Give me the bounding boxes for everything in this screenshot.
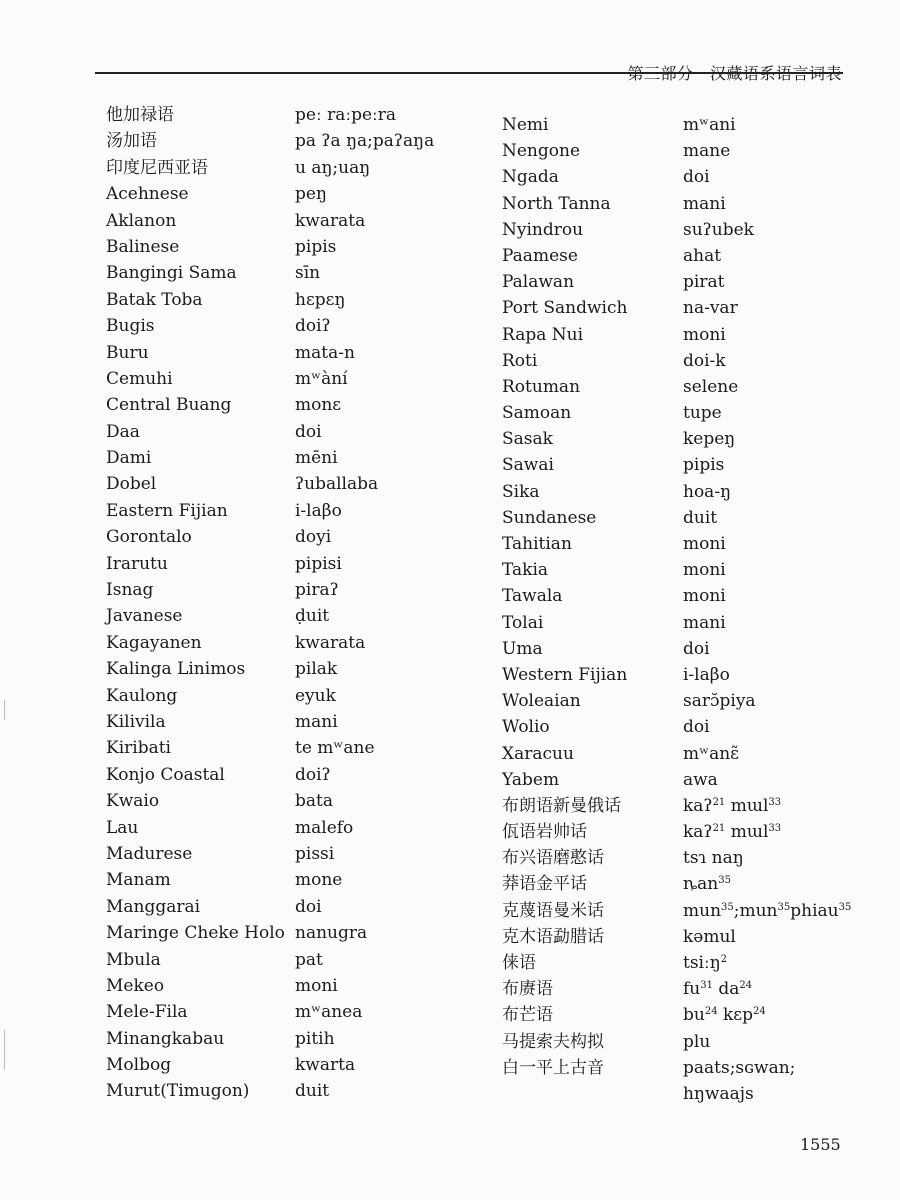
- word-form: pirat: [683, 272, 725, 293]
- header-rule: [95, 72, 843, 74]
- word-form: moni: [683, 560, 726, 581]
- language-name: Mekeo: [106, 975, 165, 996]
- word-form: piraʔ: [295, 580, 339, 601]
- language-name: Nyindrou: [502, 219, 584, 240]
- word-form: mani: [295, 711, 338, 732]
- word-form: mʷanɛ̃: [683, 743, 739, 764]
- word-form: mani: [683, 612, 726, 633]
- language-name: Balinese: [106, 236, 180, 257]
- word-form: moni: [295, 975, 338, 996]
- language-name: Nemi: [502, 115, 549, 135]
- word-form: ȵan$^{35}$: [683, 874, 731, 895]
- language-name: Molbog: [106, 1055, 172, 1076]
- word-form: kaʔ$^{21}$ mɯl$^{33}$: [683, 822, 782, 843]
- language-name: Bugis: [106, 316, 155, 337]
- word-form: moni: [683, 534, 726, 554]
- word-form: doi-k: [683, 350, 726, 371]
- language-name: Manam: [106, 870, 171, 891]
- language-name: 布赓语: [502, 979, 553, 1000]
- language-name: Cemuhi: [106, 368, 173, 389]
- word-form: i-laβo: [295, 500, 342, 521]
- language-name: 汤加语: [106, 131, 157, 152]
- word-form: ʔuballaba: [295, 474, 379, 495]
- word-column-2: [683, 112, 851, 1107]
- word-form: ḍuit: [295, 606, 330, 627]
- word-form: malefo: [295, 817, 354, 838]
- language-name: Irarutu: [106, 553, 168, 574]
- word-form: doi: [295, 896, 322, 917]
- language-name: 印度尼西亚语: [106, 157, 208, 178]
- word-form: doi: [295, 421, 322, 442]
- language-name: Yabem: [502, 769, 560, 790]
- word-form: $fu^{31}$ $da^{24}$: [683, 979, 753, 1000]
- language-name: Takia: [502, 560, 549, 581]
- word-form: pissi: [295, 843, 335, 864]
- language-name: Sasak: [502, 429, 553, 450]
- language-name: Sundanese: [502, 507, 597, 528]
- language-name: Kaulong: [106, 685, 178, 706]
- word-form: awa: [683, 769, 718, 790]
- language-name: Central Buang: [106, 395, 232, 416]
- language-name: Wolio: [502, 717, 550, 738]
- word-form: hŋwaajs: [683, 1083, 754, 1104]
- word-form: sīn: [295, 263, 321, 284]
- word-form: mʷanea: [295, 1002, 363, 1023]
- language-name: Tawala: [502, 586, 563, 607]
- word-form: pitih: [295, 1028, 335, 1049]
- language-name: Acehnese: [106, 184, 189, 205]
- word-form: pipisi: [295, 553, 342, 574]
- word-form: kwarta: [295, 1055, 356, 1076]
- language-name: Xaracuu: [502, 743, 574, 764]
- word-form: sarɔ̆piya: [683, 691, 756, 712]
- language-name: 布芒语: [502, 1005, 553, 1026]
- margin-mark: [4, 1030, 5, 1070]
- word-form: pat: [295, 949, 323, 970]
- language-name: Uma: [502, 638, 543, 659]
- word-form: na-var: [683, 298, 738, 319]
- language-name: Konjo Coastal: [106, 764, 225, 785]
- word-form: mani: [683, 193, 726, 214]
- language-name: Western Fijian: [502, 664, 628, 685]
- word-form: te mʷane: [295, 738, 375, 759]
- language-name: Aklanon: [106, 210, 177, 231]
- word-column-1: [295, 102, 434, 1105]
- language-name: 佤语岩帅话: [502, 822, 587, 843]
- language-name: Javanese: [106, 606, 183, 627]
- word-form: doi: [683, 638, 710, 659]
- language-name: Port Sandwich: [502, 298, 628, 319]
- word-form: mone: [295, 870, 343, 891]
- language-name: Batak Toba: [106, 289, 203, 310]
- word-form: doiʔ: [295, 764, 331, 785]
- language-name: Mbula: [106, 949, 161, 970]
- language-name: 克木语勐腊话: [502, 926, 604, 947]
- language-name: 克蔑语曼米话: [502, 900, 604, 921]
- language-name: Mele-Fila: [106, 1002, 188, 1023]
- word-form: doyi: [295, 527, 332, 548]
- word-form: nanugra: [295, 923, 368, 944]
- margin-mark: [4, 700, 5, 720]
- language-name: Buru: [106, 342, 149, 363]
- word-form: pipis: [295, 236, 337, 257]
- language-name: Sawai: [502, 455, 554, 476]
- language-name: Kilivila: [106, 711, 166, 732]
- language-name: Tahitian: [502, 534, 572, 554]
- language-name: Kagayanen: [106, 632, 202, 653]
- language-name: Ngada: [502, 167, 559, 188]
- language-name: Kiribati: [106, 738, 171, 759]
- word-form: hɛpɛŋ: [295, 289, 346, 310]
- language-name: Dobel: [106, 474, 157, 495]
- language-name: Murut(Timugon): [106, 1081, 250, 1102]
- word-form: plu: [683, 1031, 711, 1052]
- language-name: North Tanna: [502, 193, 611, 214]
- language-name: Bangingi Sama: [106, 263, 237, 284]
- language-name: 马提索夫构拟: [502, 1031, 604, 1052]
- language-name: Nengone: [502, 141, 581, 162]
- language-column-2: [502, 112, 627, 1107]
- word-form: mʷani: [683, 115, 736, 135]
- word-form: duit: [295, 1081, 330, 1102]
- word-form: pipis: [683, 455, 725, 476]
- language-name: 他加禄语: [106, 105, 174, 125]
- word-form: mʷàní: [295, 368, 348, 389]
- word-form: kəmul: [683, 926, 736, 947]
- language-name: Dami: [106, 448, 152, 469]
- page-number: 1555: [800, 1135, 841, 1154]
- word-form: mēni: [295, 448, 338, 469]
- word-form: mane: [683, 141, 731, 162]
- word-form: pilak: [295, 659, 338, 680]
- word-form: hoa-ŋ: [683, 481, 732, 502]
- language-name: 布兴语磨憨话: [502, 848, 604, 869]
- language-name: 布朗语新曼俄话: [502, 795, 621, 816]
- language-name: Paamese: [502, 245, 578, 266]
- word-form: monɛ: [295, 395, 342, 416]
- language-name: 莽语金平话: [502, 874, 587, 895]
- language-name: 白一平上古音: [502, 1057, 604, 1078]
- word-form: doiʔ: [295, 316, 331, 337]
- word-form: kepeŋ: [683, 429, 736, 450]
- word-form: duit: [683, 507, 718, 528]
- word-form: suʔubek: [683, 219, 754, 240]
- language-name: Kalinga Linimos: [106, 659, 246, 680]
- language-name: Roti: [502, 350, 538, 371]
- word-form: u aŋ;uaŋ: [295, 157, 371, 178]
- language-name: Isnag: [106, 580, 154, 601]
- language-name: Manggarai: [106, 896, 201, 917]
- language-name: Rapa Nui: [502, 324, 584, 345]
- language-name: Madurese: [106, 843, 193, 864]
- word-form: ahat: [683, 245, 722, 266]
- word-form: tsiːŋ$^2$: [683, 953, 728, 973]
- word-form: kwarata: [295, 210, 366, 231]
- language-name: 俫语: [502, 953, 536, 973]
- language-name: Samoan: [502, 403, 572, 424]
- word-form: peŋ: [295, 184, 327, 205]
- language-name: [502, 1081, 627, 1107]
- language-name: Eastern Fijian: [106, 500, 228, 521]
- word-form: selene: [683, 376, 739, 397]
- word-form: paats;sɢwan;: [683, 1057, 796, 1078]
- word-form: moni: [683, 324, 726, 345]
- language-name: Kwaio: [106, 791, 160, 812]
- word-form: $bu^{24}$ kɛp$^{24}$: [683, 1005, 766, 1026]
- language-name: Palawan: [502, 272, 575, 293]
- word-form: eyuk: [295, 685, 336, 706]
- language-name: Tolai: [502, 612, 544, 633]
- language-name: Lau: [106, 817, 139, 838]
- word-form: i-laβo: [683, 664, 730, 685]
- word-form: tupe: [683, 403, 722, 424]
- language-name: Rotuman: [502, 376, 581, 397]
- word-form: moni: [683, 586, 726, 607]
- language-name: Daa: [106, 421, 140, 442]
- language-name: Maringe Cheke Holo: [106, 923, 285, 944]
- word-form: doi: [683, 167, 710, 188]
- language-column-1: [106, 102, 285, 1105]
- language-name: Gorontalo: [106, 527, 192, 548]
- language-name: Sika: [502, 481, 540, 502]
- word-form: bata: [295, 791, 333, 812]
- language-name: Woleaian: [502, 691, 581, 712]
- word-form: mata-n: [295, 342, 355, 363]
- word-form: pa ʔa ŋa;paʔaŋa: [295, 131, 435, 152]
- word-form: kaʔ$^{21}$ mɯl$^{33}$: [683, 795, 782, 816]
- word-form: kwarata: [295, 632, 366, 653]
- word-form: tsɿ naŋ: [683, 848, 744, 869]
- word-form: peː raːpeːra: [295, 105, 396, 125]
- word-form: doi: [683, 717, 710, 738]
- word-form: mun$^{35}$;mun$^{35}$phiau$^{35}$: [683, 900, 852, 921]
- language-name: Minangkabau: [106, 1028, 225, 1049]
